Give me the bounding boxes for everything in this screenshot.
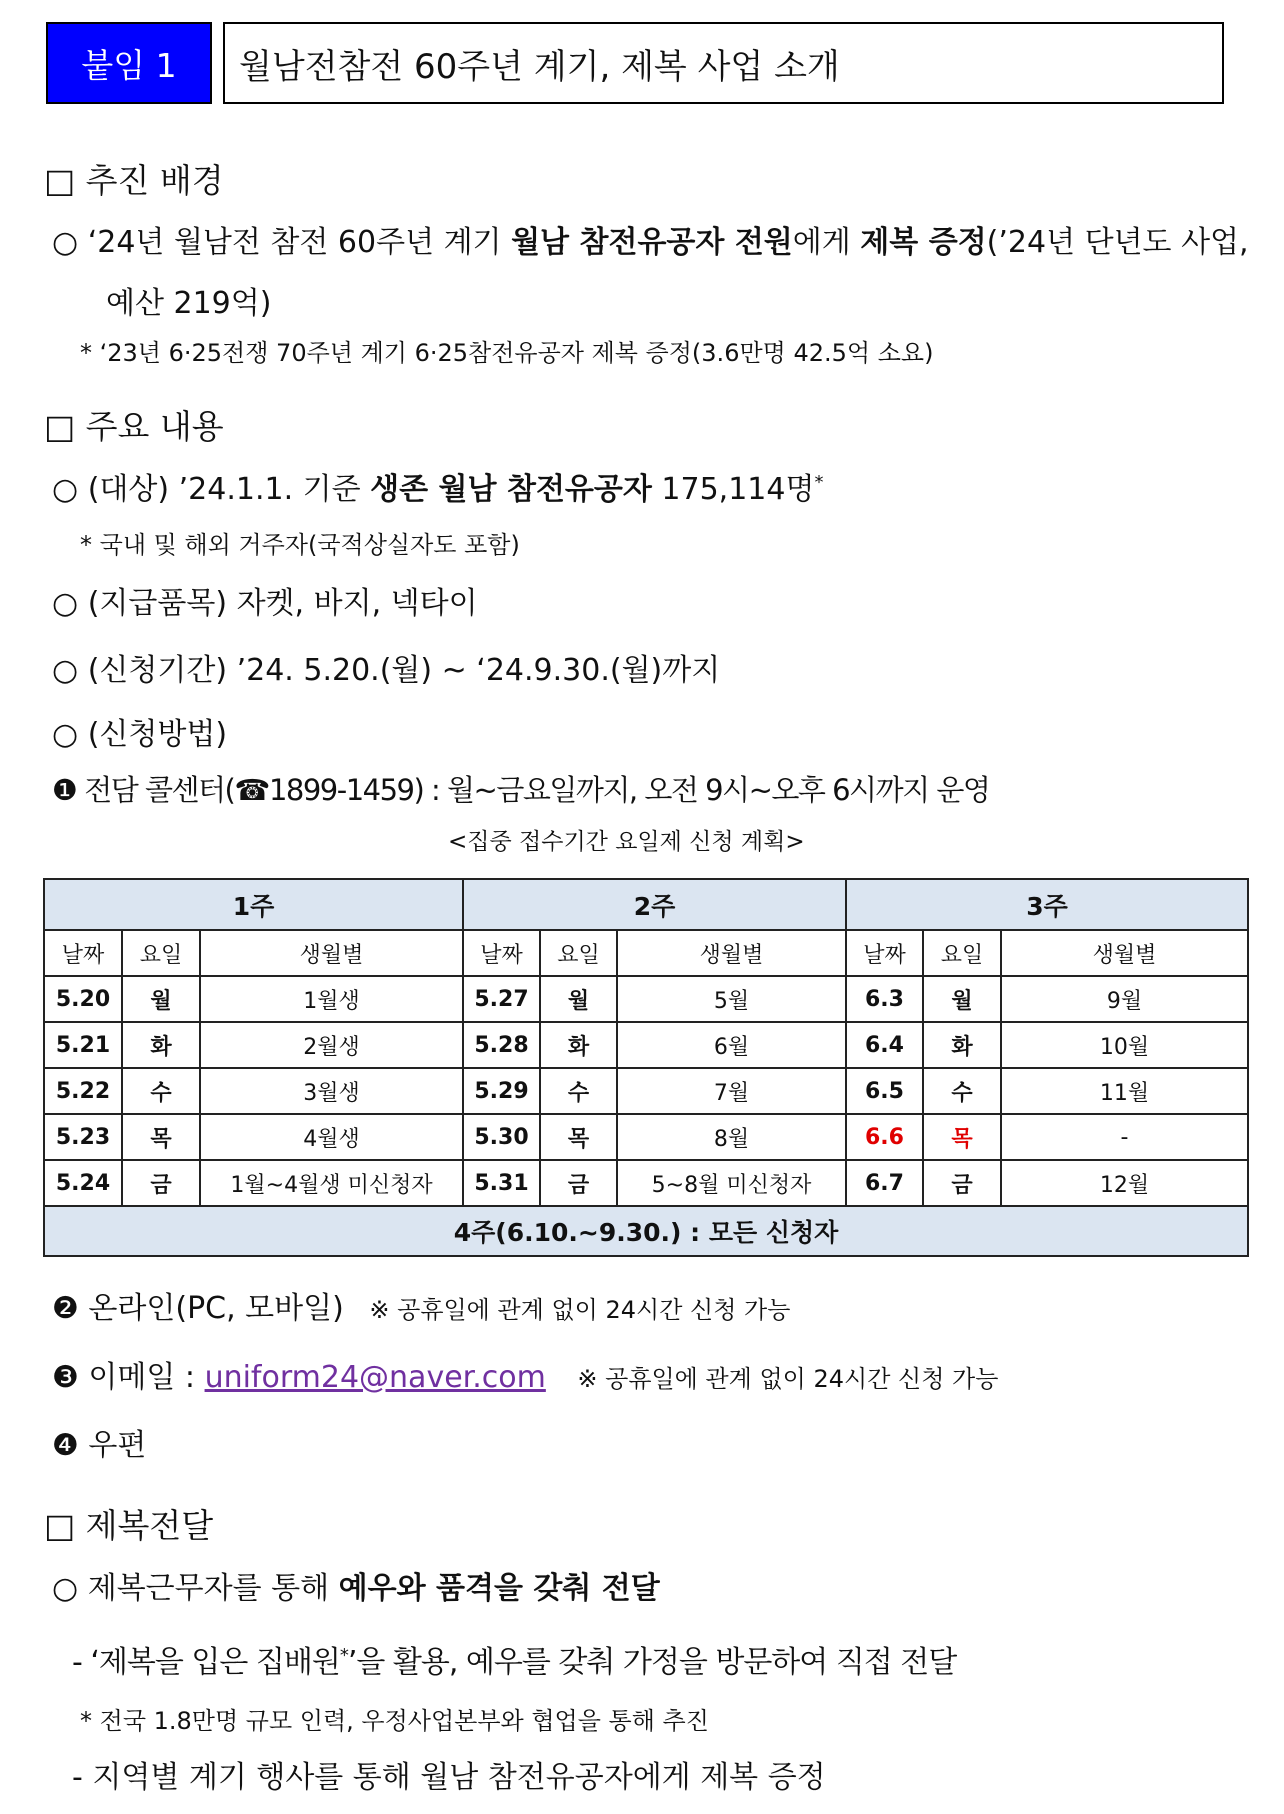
table-cell: 금 — [540, 1160, 617, 1206]
table-cell: 화 — [923, 1022, 1001, 1068]
table-cell: 5.31 — [463, 1160, 540, 1206]
col-birth-month: 생월별 — [617, 930, 846, 976]
table-cell: 수 — [540, 1068, 617, 1114]
delivery-note: * 전국 1.8만명 규모 인력, 우정사업본부와 협업을 통해 추진 — [80, 1707, 709, 1735]
delivery-dash-1-post: ’을 활용, 예우를 갖춰 가정을 방문하여 직접 전달 — [347, 1645, 957, 1680]
col-day: 요일 — [122, 930, 200, 976]
target-bullet — [52, 464, 823, 508]
target-pre: ○ (대상) ’24.1.1. 기준 — [52, 472, 371, 507]
table-cell: 12월 — [1001, 1160, 1248, 1206]
table-row — [44, 1160, 1248, 1206]
week-1-header: 1주 — [44, 879, 463, 930]
background-bullet-bold1: 월남 참전유공자 전원 — [511, 225, 793, 260]
holiday-day-cell: 목 — [923, 1114, 1001, 1160]
title-box — [223, 22, 1224, 104]
table-cell: 8월 — [617, 1114, 846, 1160]
table-cell: 6월 — [617, 1022, 846, 1068]
table-cell: 월 — [122, 976, 200, 1022]
table-cell: 2월생 — [200, 1022, 463, 1068]
table-cell: 5.22 — [44, 1068, 122, 1114]
delivery-dash-2: - 지역별 계기 행사를 통해 월남 참전유공자에게 제복 증정 — [72, 1760, 826, 1795]
background-bullet-post: (’24년 단년도 사업, — [986, 225, 1249, 260]
table-caption: <집중 접수기간 요일제 신청 계획> — [448, 829, 805, 855]
table-cell: 화 — [540, 1022, 617, 1068]
table-cell: 11월 — [1001, 1068, 1248, 1114]
table-cell: 5.23 — [44, 1114, 122, 1160]
table-cell: 1월~4월생 미신청자 — [200, 1160, 463, 1206]
table-cell: 4월생 — [200, 1114, 463, 1160]
attachment-tag — [46, 22, 212, 104]
delivery-dash-1-pre: - ‘제복을 입은 집배원 — [72, 1645, 340, 1680]
table-cell: 월 — [923, 976, 1001, 1022]
table-row — [44, 976, 1248, 1022]
col-day: 요일 — [540, 930, 617, 976]
col-birth-month: 생월별 — [1001, 930, 1248, 976]
target-post: 175,114명 — [651, 472, 815, 507]
background-bullet-bold2: 제복 증정 — [860, 225, 987, 260]
table-cell: 목 — [122, 1114, 200, 1160]
method-online — [52, 1283, 790, 1327]
delivery-dash-1 — [72, 1637, 956, 1681]
delivery-dash-1-star: * — [339, 1645, 348, 1666]
table-cell: 5.27 — [463, 976, 540, 1022]
table-cell: 5월 — [617, 976, 846, 1022]
table-cell: 5.29 — [463, 1068, 540, 1114]
table-cell: 5~8월 미신청자 — [617, 1160, 846, 1206]
method-bullet: ○ (신청방법) — [52, 717, 228, 752]
table-row — [44, 1022, 1248, 1068]
table-cell: 목 — [540, 1114, 617, 1160]
table-cell: 6.5 — [846, 1068, 923, 1114]
background-bullet-mid: 에게 — [792, 225, 861, 260]
section-main-heading: □ 주요 내용 — [44, 407, 224, 446]
table-cell: 5.21 — [44, 1022, 122, 1068]
schedule-table — [43, 878, 1249, 1257]
method-email — [52, 1352, 998, 1396]
method-online-label: ❷ 온라인(PC, 모바일) — [52, 1291, 344, 1326]
background-note: * ‘23년 6·25전쟁 70주년 계기 6·25참전유공자 제복 증정(3.6만명 42.5억 소요) — [80, 339, 934, 367]
week-header-row — [44, 879, 1248, 930]
attachment-tag-label: 붙임 1 — [81, 45, 177, 85]
table-row — [44, 1068, 1248, 1114]
table-cell: 1월생 — [200, 976, 463, 1022]
page-title: 월남전참전 60주년 계기, 제복 사업 소개 — [239, 46, 840, 87]
table-cell: 금 — [923, 1160, 1001, 1206]
method-email-note: ※ 공휴일에 관계 없이 24시간 신청 가능 — [577, 1365, 999, 1393]
col-birth-month: 생월별 — [200, 930, 463, 976]
background-bullet — [52, 217, 1249, 261]
background-bullet-continued: 예산 219억) — [106, 286, 272, 321]
background-bullet-pre: ○ ‘24년 월남전 참전 60주년 계기 — [52, 225, 512, 260]
table-cell: 수 — [122, 1068, 200, 1114]
table-cell: 6.7 — [846, 1160, 923, 1206]
col-date: 날짜 — [44, 930, 122, 976]
table-row — [44, 1114, 1248, 1160]
table-cell: 5.20 — [44, 976, 122, 1022]
column-header-row — [44, 930, 1248, 976]
method-email-label: ❸ 이메일 : — [52, 1360, 205, 1395]
items-bullet: ○ (지급품목) 자켓, 바지, 넥타이 — [52, 586, 478, 621]
table-footer: 4주(6.10.~9.30.) : 모든 신청자 — [44, 1206, 1248, 1256]
table-footer-row — [44, 1206, 1248, 1256]
col-date: 날짜 — [463, 930, 540, 976]
table-cell: 3월생 — [200, 1068, 463, 1114]
delivery-bullet — [52, 1563, 660, 1607]
period-bullet: ○ (신청기간) ’24. 5.20.(월) ~ ‘24.9.30.(월)까지 — [52, 653, 721, 688]
table-cell: 5.30 — [463, 1114, 540, 1160]
method-online-note: ※ 공휴일에 관계 없이 24시간 신청 가능 — [369, 1296, 791, 1324]
table-cell: 6.3 — [846, 976, 923, 1022]
target-note: * 국내 및 해외 거주자(국적상실자도 포함) — [80, 531, 520, 559]
table-cell: 6.4 — [846, 1022, 923, 1068]
table-cell: 5.28 — [463, 1022, 540, 1068]
table-cell: 화 — [122, 1022, 200, 1068]
email-link[interactable]: uniform24@naver.com — [204, 1360, 546, 1395]
table-cell: 10월 — [1001, 1022, 1248, 1068]
method-mail: ❹ 우편 — [52, 1428, 147, 1463]
table-cell: 수 — [923, 1068, 1001, 1114]
week-3-header: 3주 — [846, 879, 1248, 930]
delivery-bullet-pre: ○ 제복근무자를 통해 — [52, 1571, 339, 1606]
delivery-bullet-bold: 예우와 품격을 갖춰 전달 — [338, 1571, 660, 1606]
section-delivery-heading: □ 제복전달 — [44, 1506, 214, 1545]
section-background-heading: □ 추진 배경 — [44, 161, 224, 200]
table-cell: 금 — [122, 1160, 200, 1206]
holiday-date-cell: 6.6 — [846, 1114, 923, 1160]
table-cell: 9월 — [1001, 976, 1248, 1022]
target-star: * — [814, 472, 824, 493]
week-2-header: 2주 — [463, 879, 846, 930]
table-cell: 월 — [540, 976, 617, 1022]
col-date: 날짜 — [846, 930, 923, 976]
col-day: 요일 — [923, 930, 1001, 976]
table-cell: 7월 — [617, 1068, 846, 1114]
method-callcenter: ❶ 전담 콜센터(☎1899-1459) : 월~금요일까지, 오전 9시~오후 6시까지 운영 — [52, 773, 990, 807]
target-bold: 생존 월남 참전유공자 — [370, 472, 652, 507]
table-cell: - — [1001, 1114, 1248, 1160]
table-cell: 5.24 — [44, 1160, 122, 1206]
